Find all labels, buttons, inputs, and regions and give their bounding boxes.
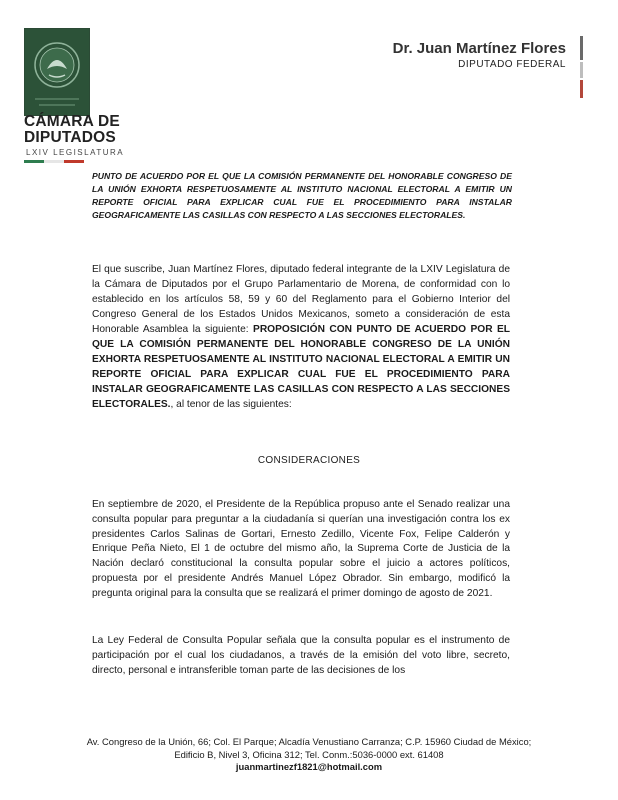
footer-contact <box>0 736 618 774</box>
footer-email: juanmartinezf1821@hotmail.com <box>235 761 383 772</box>
chamber-name <box>24 114 120 146</box>
intro-closing: , al tenor de las siguientes: <box>170 399 292 410</box>
intro-paragraph <box>92 262 510 412</box>
section-heading: CONSIDERACIONES <box>257 455 361 466</box>
intro-text: El que suscribe, Juan Martínez Flores, diputado federal integrante de la LXIV Legislatura de la Cámara de Diputados por el Grupo Parlamentario de Morena, de conformidad con lo establecido en los artículos 58, 59 y 60 del Reglamento para el Gobierno Interior del Congreso General de los Estados Unidos Mexicanos, someto a consideración de esta Honorable Asamblea la siguiente: <box>92 264 510 335</box>
chamber-line-1: CÁMARA DE <box>24 113 120 130</box>
deputy-header <box>393 40 566 70</box>
flag-color-bar <box>24 160 84 163</box>
footer-address-2: Edificio B, Nivel 3, Oficina 312; Tel. Conm.:5036-0000 ext. 61408 <box>174 748 444 760</box>
footer-address-1: Av. Congreso de la Unión, 66; Col. El Parque; Alcadía Venustiano Carranza; C.P. 15960 Ciudad de México; <box>86 736 532 747</box>
deputy-role: DIPUTADO FEDERAL <box>458 59 566 70</box>
body-paragraph-1: En septiembre de 2020, el Presidente de la República propuso ante el Senado realizar una consulta popular para preguntar a la ciudadanía si querían una investigación contra los ex presidentes Carlos Salinas de Gortari, Ernesto Zedillo, Vicente Fox, Felipe Calderón y Enrique Peña Nieto, El 1 de octubre del mismo año, la Suprema Corte de Justicia de la Nación declaró constitucional la consulta popular sobre el juicio a actores políticos, propuesta por el presidente Andrés Manuel López Obrador. Sin embargo, modificó la pregunta original para la consulta que se realizará el primer domingo de agosto de 2021. <box>92 499 510 599</box>
deputy-name: Dr. Juan Martínez Flores <box>392 40 566 57</box>
chamber-line-2: DIPUTADOS <box>24 129 116 146</box>
body-paragraph-2: La Ley Federal de Consulta Popular señala que la consulta popular es el instrumento de participación por el cual los ciudadanos, a través de la emisión del voto libre, secreto, directo, personal e intransferible toman parte de las decisiones de los <box>92 635 510 676</box>
legislature-label: LXIV LEGISLATURA <box>26 148 125 157</box>
mexican-seal-icon <box>24 28 90 116</box>
header-accent-bar <box>580 80 583 98</box>
intro-proposition: PROPOSICIÓN CON PUNTO DE ACUERDO POR EL QUE LA COMISIÓN PERMANENTE DEL HONORABLE CONGRESO DE LA UNIÓN EXHORTA RESPETUOSAMENTE AL INSTITUTO NACIONAL ELECTORAL A EMITIR UN REPORTE OFICIAL PARA EXPLICAR CUAL FUE EL PROCEDIMIENTO PARA INSTALAR GEOGRAFICAMENTE LAS CASILLAS CON RESPECTO A LAS SECCIONES ELECTORALES. <box>92 324 511 410</box>
document-title: PUNTO DE ACUERDO POR EL QUE LA COMISIÓN PERMANENTE DEL HONORABLE CONGRESO DE LA UNIÓN EXHORTA RESPETUOSAMENTE AL INSTITUTO NACIONAL ELECTORAL A EMITIR UN REPORTE OFICIAL PARA EXPLICAR CUAL FUE EL PROCEDIMIENTO PARA INSTALAR GEOGRAFICAMENTE LAS CASILLAS CON RESPECTO A LAS SECCIONES ELECTORALES. <box>92 171 512 220</box>
header-accent-bar <box>580 62 583 78</box>
header-accent-bar <box>580 36 583 60</box>
